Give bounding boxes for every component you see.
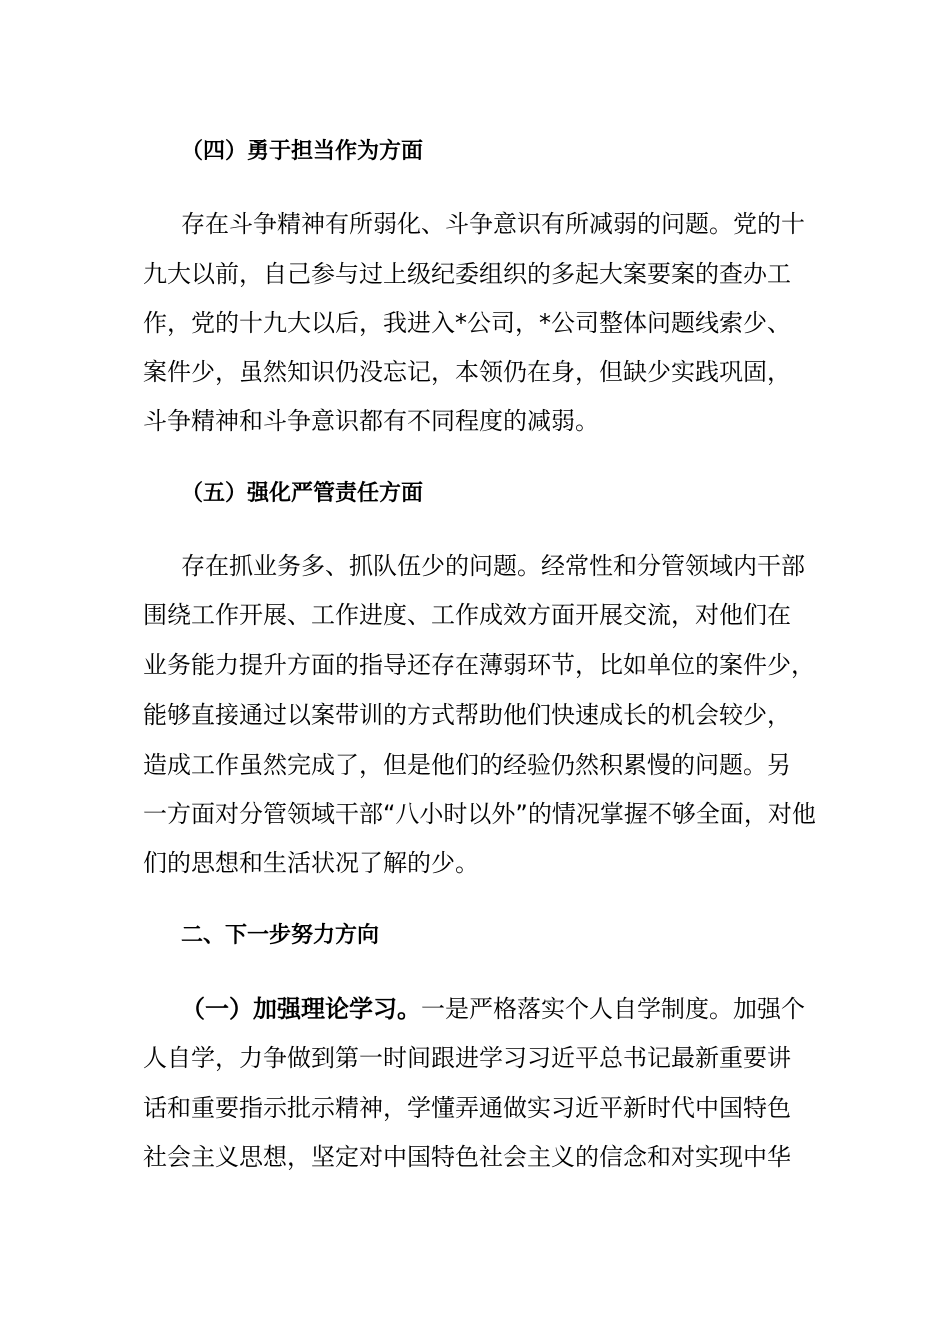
- paragraph-line: 九大以前，自己参与过上级纪委组织的多起大案要案的查办工: [143, 260, 791, 288]
- paragraph-line: 一方面对分管领域干部“八小时以外”的情况掌握不够全面，对他: [143, 800, 816, 828]
- paragraph-line: [181, 994, 851, 1024]
- paragraph-line: 社会主义思想，坚定对中国特色社会主义的信念和对实现中华: [143, 1143, 791, 1171]
- paragraph-line: 造成工作虽然完成了，但是他们的经验仍然积累慢的问题。另: [143, 751, 791, 779]
- section-heading-4: （四）勇于担当作为方面: [181, 139, 424, 164]
- paragraph-line: 存在斗争精神有所弱化、斗争意识有所减弱的问题。党的十: [181, 210, 805, 238]
- paragraph-line: 围绕工作开展、工作进度、工作成效方面开展交流，对他们在: [143, 601, 791, 629]
- section-heading-5: （五）强化严管责任方面: [181, 481, 424, 506]
- paragraph-text: 一是严格落实个人自学制度。加强个: [421, 995, 805, 1023]
- paragraph-line: 人自学，力争做到第一时间跟进学习习近平总书记最新重要讲: [143, 1044, 791, 1072]
- paragraph-line: 存在抓业务多、抓队伍少的问题。经常性和分管领域内干部: [181, 552, 805, 580]
- paragraph-line: 能够直接通过以案带训的方式帮助他们快速成长的机会较少，: [143, 701, 791, 729]
- paragraph-line: 作，党的十九大以后，我进入*公司，*公司整体问题线索少、: [143, 309, 791, 337]
- paragraph-line: 斗争精神和斗争意识都有不同程度的减弱。: [143, 407, 599, 435]
- paragraph-line: 案件少，虽然知识仍没忘记，本领仍在身，但缺少实践巩固，: [143, 358, 791, 386]
- paragraph-line: 话和重要指示批示精神，学懂弄通做实习近平新时代中国特色: [143, 1094, 791, 1122]
- part-heading-2: 二、下一步努力方向: [181, 923, 380, 948]
- subsection-lead: （一）加强理论学习。: [181, 995, 421, 1023]
- paragraph-line: 业务能力提升方面的指导还存在薄弱环节，比如单位的案件少，: [143, 651, 815, 679]
- paragraph-line: 们的思想和生活状况了解的少。: [143, 849, 479, 877]
